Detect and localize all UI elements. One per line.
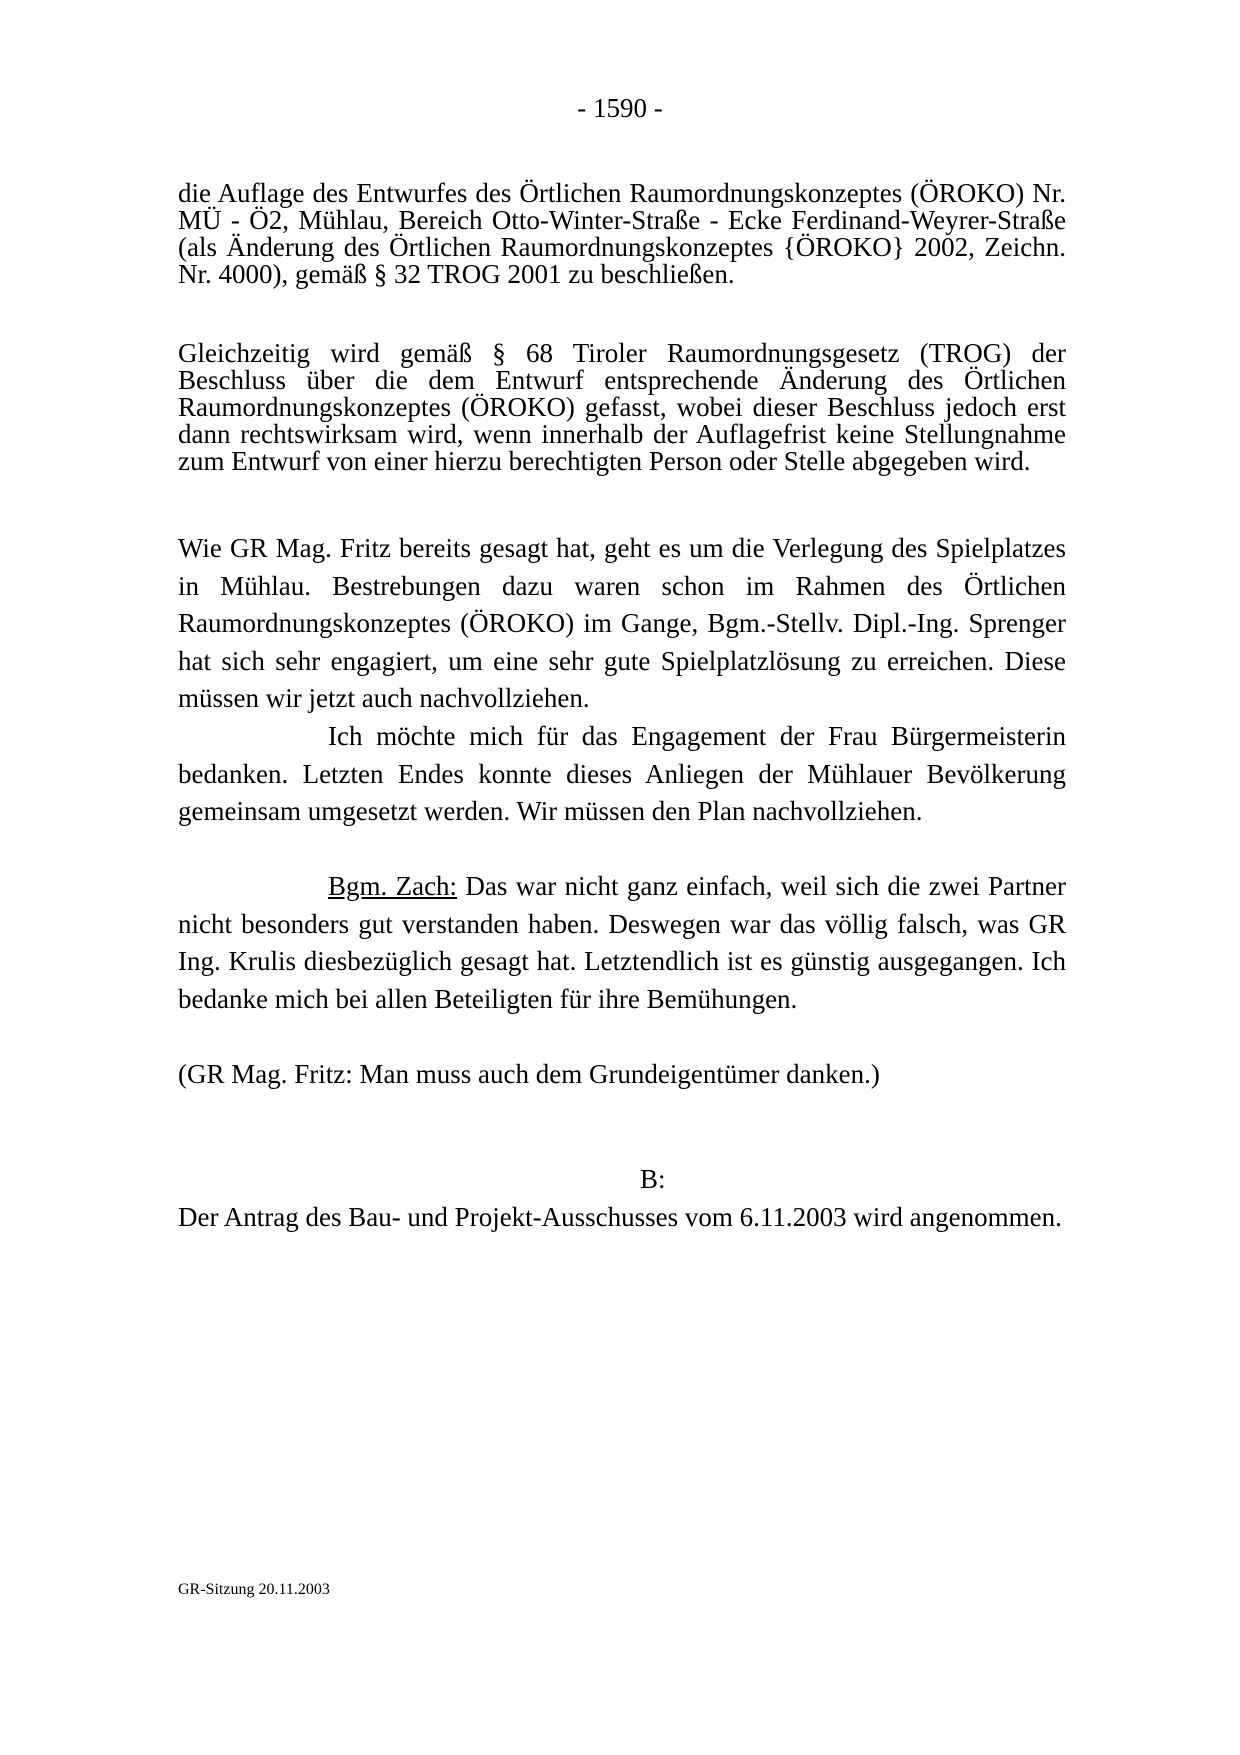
footer-session-date: GR-Sitzung 20.11.2003	[178, 1581, 330, 1598]
paragraph-beschluss-trog: Gleichzeitig wird gemäß § 68 Tiroler Raumordnungsgesetz (TROG) der Beschluss über die dem Entwurf entsprechende Änderung des Örtlichen Raumordnungskonzeptes (ÖROKO) gefasst, wobei dieser Beschluss jedoch erst dann rechtswirksam wird, wenn innerhalb der Auflagefrist keine Stellungnahme zum Entwurf von einer hierzu berechtigten Person oder Stelle abgegeben wird.	[178, 338, 1066, 476]
paragraph-dank-buergermeisterin: Ich möchte mich für das Engagement der Frau Bürgermeisterin bedanken. Letzten Endes konnte dieses Anliegen der Mühlauer Bevölkerung gemeinsam umgesetzt werden. Wir müssen den Plan nachvollziehen.	[178, 721, 1066, 826]
section-label: B:	[640, 1164, 666, 1194]
paragraph-spielplatz: Wie GR Mag. Fritz bereits gesagt hat, geht es um die Verlegung des Spielplatzes in Mühlau. Bestrebungen dazu waren schon im Rahmen des Örtlichen Raumordnungskonzeptes (ÖROKO) im Gange, Bgm.-Stellv. Dipl.-Ing. Sprenger hat sich sehr engagiert, um eine sehr gute Spielplatzlösung zu erreichen. Diese müssen wir jetzt auch nachvollziehen.	[178, 533, 1066, 713]
paragraph-antrag-angenommen: Der Antrag des Bau- und Projekt-Ausschusses vom 6.11.2003 wird angenommen.	[178, 1202, 1062, 1232]
paragraph-oroko-auflage: die Auflage des Entwurfes des Örtlichen Raumordnungskonzeptes (ÖROKO) Nr. MÜ - Ö2, Mühlau, Bereich Otto-Winter-Straße - Ecke Ferdinand-Weyrer-Straße (als Änderung des Örtlichen Raumordnungskonzeptes {ÖROKO} 2002, Zeichn. Nr. 4000), gemäß § 32 TROG 2001 zu beschließen.	[178, 178, 1066, 289]
speaker-label: Bgm. Zach:	[328, 871, 458, 901]
paragraph-bgm-zach	[178, 868, 1066, 1018]
paragraph-zwischenruf: (GR Mag. Fritz: Man muss auch dem Grundeigentümer danken.)	[178, 1059, 880, 1089]
speaker-statement: Das war nicht ganz einfach, weil sich die zwei Partner nicht besonders gut verstanden haben. Deswegen war das völlig falsch, was GR Ing. Krulis diesbezüglich gesagt hat. Letztendlich ist es günstig ausgegangen. Ich bedanke mich bei allen Beteiligten für ihre Bemühungen.	[178, 871, 1066, 1014]
page-number: - 1590 -	[577, 93, 663, 123]
